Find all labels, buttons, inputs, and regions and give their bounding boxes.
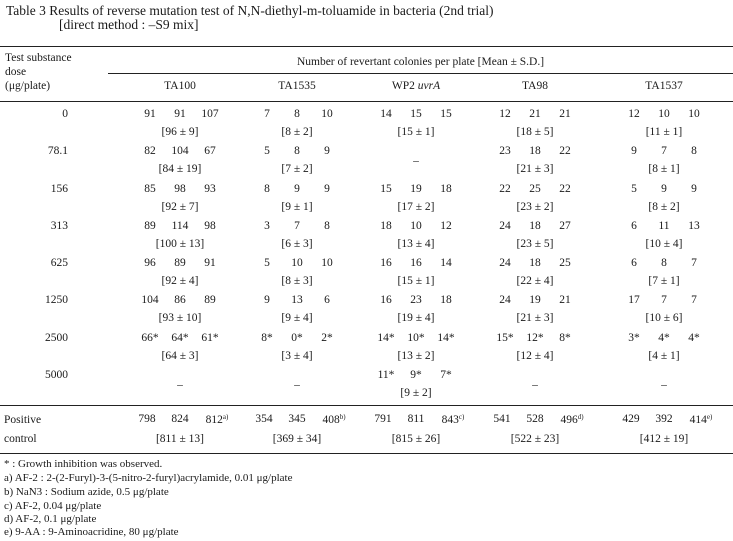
dose-value: 78.1: [47, 145, 68, 157]
plate-count: 5: [264, 145, 270, 157]
note-c: c) AF-2, 0.04 μg/plate: [4, 500, 102, 512]
plate-count: 408$^{b)}$: [322, 413, 346, 426]
table-cell-mean: [15 ± 1]: [397, 275, 435, 287]
plate-count: 9: [631, 145, 637, 157]
plate-count: 18: [380, 220, 392, 232]
table-cell-values: [490, 108, 580, 120]
plate-count: 18: [529, 145, 541, 157]
table-cell-mean: [96 ± 9]: [161, 126, 199, 138]
table-cell-values: [619, 294, 709, 306]
plate-count: 12*: [526, 332, 544, 344]
table-bottom-rule: [0, 453, 733, 454]
table-cell-values: [135, 145, 225, 157]
plate-count: 104: [171, 145, 189, 157]
table-cell-mean: [6 ± 3]: [281, 238, 313, 250]
table-cell-mean: [92 ± 7]: [161, 201, 199, 213]
plate-count: 7: [691, 257, 697, 269]
table-cell-values: [371, 220, 461, 232]
plate-count: 10: [291, 257, 303, 269]
table-cell-mean: [3 ± 4]: [281, 350, 313, 362]
plate-count: 27: [559, 220, 571, 232]
dose-value: 1250: [45, 294, 68, 306]
table-cell-values: [371, 294, 461, 306]
table-cell-mean: [9 ± 4]: [281, 312, 313, 324]
table-cell-mean: [93 ± 10]: [158, 312, 202, 324]
plate-count: 89: [144, 220, 156, 232]
plate-count: 24: [499, 220, 511, 232]
plate-count: 12: [499, 108, 511, 120]
plate-count: 10: [321, 108, 333, 120]
dose-value: 2500: [45, 332, 68, 344]
table-cell-mean: [13 ± 4]: [397, 238, 435, 250]
plate-count: 3: [264, 220, 270, 232]
plate-count: 528: [526, 413, 544, 425]
plate-count: 14*: [377, 332, 395, 344]
table-cell-values: [490, 220, 580, 232]
plate-count: 8*: [559, 332, 571, 344]
table-cell-mean: [9 ± 2]: [400, 387, 432, 399]
plate-count: 89: [174, 257, 186, 269]
plate-count: 392: [655, 413, 673, 425]
table-cell-mean: [7 ± 1]: [648, 275, 680, 287]
positive-mean: [412 ± 19]: [639, 433, 689, 445]
plate-count: 9: [324, 145, 330, 157]
note-growth-inhibition: * : Growth inhibition was observed.: [4, 458, 163, 470]
table-cell-values: [135, 108, 225, 120]
positive-values: [487, 413, 591, 426]
header-bottom-rule: [0, 101, 733, 102]
table-cell-values: [371, 332, 461, 344]
plate-count: 9*: [410, 369, 422, 381]
plate-count: 354: [255, 413, 273, 425]
plate-count: 14*: [437, 332, 455, 344]
table-cell-mean: [92 ± 4]: [161, 275, 199, 287]
plate-count: 4*: [688, 332, 700, 344]
table-cell-values: [252, 145, 342, 157]
table-cell-values: [252, 220, 342, 232]
plate-count: 7: [294, 220, 300, 232]
footnote-marker: b): [339, 413, 346, 421]
plate-count: 19: [529, 294, 541, 306]
table-cell-mean: [15 ± 1]: [397, 126, 435, 138]
table-cell-mean: [12 ± 4]: [516, 350, 554, 362]
plate-count: 23: [410, 294, 422, 306]
plate-count: 15: [410, 108, 422, 120]
positive-values: [132, 413, 236, 426]
plate-count: 9: [294, 183, 300, 195]
plate-count: 12: [440, 220, 452, 232]
header-mid-rule: [108, 73, 733, 74]
table-cell-values: [490, 294, 580, 306]
table-cell-mean: [9 ± 1]: [281, 201, 313, 213]
table-cell-dash: –: [532, 379, 538, 391]
dose-header-1: Test substance: [5, 52, 72, 64]
plate-count: 16: [380, 294, 392, 306]
table-cell-values: [135, 257, 225, 269]
plate-count: 6: [631, 257, 637, 269]
plate-count: 91: [174, 108, 186, 120]
positive-mean: [369 ± 34]: [272, 433, 322, 445]
plate-count: 86: [174, 294, 186, 306]
plate-count: 10*: [407, 332, 425, 344]
plate-count: 24: [499, 294, 511, 306]
dose-header-2: dose: [5, 66, 27, 78]
table-cell-values: [490, 183, 580, 195]
plate-count: 12: [628, 108, 640, 120]
table-cell-values: [135, 332, 225, 344]
plate-count: 85: [144, 183, 156, 195]
plate-count: 7: [661, 145, 667, 157]
plate-count: 67: [204, 145, 216, 157]
dose-value: 5000: [45, 369, 68, 381]
plate-count: 64*: [171, 332, 189, 344]
table-cell-values: [490, 332, 580, 344]
strain-header-5: TA1537: [645, 80, 683, 92]
positive-label-1: Positive: [4, 414, 42, 426]
table-cell-mean: [84 ± 19]: [158, 163, 202, 175]
table-cell-mean: [21 ± 3]: [516, 163, 554, 175]
plate-count: 429: [622, 413, 640, 425]
plate-count: 91: [204, 257, 216, 269]
table-cell-values: [371, 257, 461, 269]
plate-count: 22: [499, 183, 511, 195]
table-cell-mean: [13 ± 2]: [397, 350, 435, 362]
plate-count: 15: [380, 183, 392, 195]
plate-count: 17: [628, 294, 640, 306]
table-cell-values: [490, 257, 580, 269]
dose-value: 0: [62, 108, 68, 120]
strain-header-4: TA98: [522, 80, 548, 92]
table-cell-values: [619, 145, 709, 157]
table-cell-values: [490, 145, 580, 157]
plate-count: 8: [294, 108, 300, 120]
plate-count: 9: [691, 183, 697, 195]
table-cell-mean: [22 ± 4]: [516, 275, 554, 287]
table-cell-mean: [4 ± 1]: [648, 350, 680, 362]
note-e: e) 9-AA : 9-Aminoacridine, 80 μg/plate: [4, 526, 179, 538]
footnote-marker: c): [458, 413, 465, 421]
plate-count: 8: [661, 257, 667, 269]
table-cell-values: [371, 369, 461, 381]
table-cell-mean: [64 ± 3]: [161, 350, 199, 362]
note-b: b) NaN3 : Sodium azide, 0.5 μg/plate: [4, 486, 169, 498]
plate-count: 541: [493, 413, 511, 425]
table-cell-values: [619, 257, 709, 269]
plate-count: 21: [559, 108, 571, 120]
table-cell-values: [135, 220, 225, 232]
plate-count: 19: [410, 183, 422, 195]
plate-count: 16: [380, 257, 392, 269]
table-cell-mean: [8 ± 1]: [648, 163, 680, 175]
plate-count: 114: [171, 220, 189, 232]
strain-header-3: WP2 uvrA: [391, 80, 441, 92]
plate-count: 21: [529, 108, 541, 120]
plate-count: 23: [499, 145, 511, 157]
plate-count: 18: [440, 183, 452, 195]
plate-count: 93: [204, 183, 216, 195]
plate-count: 13: [688, 220, 700, 232]
plate-count: 15*: [496, 332, 514, 344]
positive-values: [249, 413, 353, 426]
footnote-marker: a): [222, 413, 229, 421]
plate-count: 98: [174, 183, 186, 195]
dose-value: 625: [50, 257, 68, 269]
note-a: a) AF-2 : 2-(2-Furyl)-3-(5-nitro-2-furyl)acrylamide, 0.01 μg/plate: [4, 472, 293, 484]
table-cell-mean: [18 ± 5]: [516, 126, 554, 138]
strain-header-1: TA100: [164, 80, 196, 92]
positive-values: [616, 413, 720, 426]
table-cell-values: [252, 108, 342, 120]
plate-count: 496$^{d)}$: [560, 413, 584, 426]
table-cell-mean: [8 ± 3]: [281, 275, 313, 287]
plate-count: 6: [631, 220, 637, 232]
plate-count: 10: [658, 108, 670, 120]
footnote-marker: e): [706, 413, 713, 421]
plate-count: 843$^{c)}$: [441, 413, 465, 426]
table-cell-values: [252, 294, 342, 306]
table-cell-mean: [23 ± 2]: [516, 201, 554, 213]
plate-count: 4*: [658, 332, 670, 344]
plate-count: 5: [631, 183, 637, 195]
plate-count: 824: [171, 413, 189, 425]
plate-count: 812$^{a)}$: [205, 413, 229, 426]
table-cell-values: [252, 332, 342, 344]
table-cell-mean: [11 ± 1]: [645, 126, 683, 138]
plate-count: 8: [264, 183, 270, 195]
plate-count: 7: [691, 294, 697, 306]
plate-count: 8: [324, 220, 330, 232]
plate-count: 14: [440, 257, 452, 269]
table-cell-mean: [21 ± 3]: [516, 312, 554, 324]
plate-count: 10: [688, 108, 700, 120]
plate-count: 18: [529, 220, 541, 232]
dose-value: 313: [50, 220, 68, 232]
table-cell-values: [135, 294, 225, 306]
plate-count: 345: [288, 413, 306, 425]
plate-count: 10: [410, 220, 422, 232]
plate-count: 61*: [201, 332, 219, 344]
group-header: Number of revertant colonies per plate [Mean ± S.D.]: [296, 56, 545, 68]
plate-count: 8: [294, 145, 300, 157]
table-cell-values: [135, 183, 225, 195]
table-cell-values: [252, 257, 342, 269]
plate-count: 9: [324, 183, 330, 195]
table-cell-mean: [10 ± 6]: [645, 312, 683, 324]
table-cell-values: [371, 183, 461, 195]
plate-count: 3*: [628, 332, 640, 344]
plate-count: 18: [440, 294, 452, 306]
plate-count: 16: [410, 257, 422, 269]
positive-mean: [522 ± 23]: [510, 433, 560, 445]
plate-count: 98: [204, 220, 216, 232]
positive-values: [368, 413, 472, 426]
plate-count: 7*: [440, 369, 452, 381]
table-cell-values: [619, 183, 709, 195]
plate-count: 8: [691, 145, 697, 157]
plate-count: 791: [374, 413, 392, 425]
table-cell-mean: [100 ± 13]: [155, 238, 205, 250]
footnote-marker: d): [577, 413, 584, 421]
dose-header-3: (μg/plate): [5, 80, 51, 92]
plate-count: 18: [529, 257, 541, 269]
plate-count: 91: [144, 108, 156, 120]
plate-count: 24: [499, 257, 511, 269]
dose-value: 156: [50, 183, 68, 195]
table-cell-values: [619, 108, 709, 120]
plate-count: 15: [440, 108, 452, 120]
table-cell-mean: [10 ± 4]: [645, 238, 683, 250]
plate-count: 25: [559, 257, 571, 269]
table-cell-mean: [23 ± 5]: [516, 238, 554, 250]
plate-count: 11*: [377, 369, 395, 381]
plate-count: 7: [661, 294, 667, 306]
plate-count: 11: [658, 220, 670, 232]
plate-count: 414$^{e)}$: [689, 413, 713, 426]
plate-count: 798: [138, 413, 156, 425]
plate-count: 21: [559, 294, 571, 306]
plate-count: 5: [264, 257, 270, 269]
table-cell-values: [371, 108, 461, 120]
table-cell-mean: [8 ± 2]: [648, 201, 680, 213]
top-rule: [0, 46, 733, 47]
plate-count: 811: [407, 413, 425, 425]
plate-count: 2*: [321, 332, 333, 344]
table-cell-values: [252, 183, 342, 195]
plate-count: 8*: [261, 332, 273, 344]
table-cell-dash: –: [294, 379, 300, 391]
table-title: Table 3 Results of reverse mutation test of N,N-diethyl-m-toluamide in bacteria (2nd trial): [6, 3, 494, 18]
plate-count: 10: [321, 257, 333, 269]
plate-count: 22: [559, 145, 571, 157]
positive-label-2: control: [4, 433, 37, 445]
plate-count: 13: [291, 294, 303, 306]
strain-header-2: TA1535: [278, 80, 316, 92]
plate-count: 82: [144, 145, 156, 157]
plate-count: 107: [201, 108, 219, 120]
plate-count: 9: [264, 294, 270, 306]
plate-count: 104: [141, 294, 159, 306]
table-cell-mean: [17 ± 2]: [397, 201, 435, 213]
table-cell-dash: –: [413, 155, 419, 167]
plate-count: 6: [324, 294, 330, 306]
plate-count: 96: [144, 257, 156, 269]
table-cell-dash: –: [661, 379, 667, 391]
positive-top-rule: [0, 405, 733, 406]
plate-count: 14: [380, 108, 392, 120]
positive-mean: [811 ± 13]: [155, 433, 205, 445]
table-cell-values: [619, 220, 709, 232]
note-d: d) AF-2, 0.1 μg/plate: [4, 513, 97, 525]
plate-count: 9: [661, 183, 667, 195]
plate-count: 66*: [141, 332, 159, 344]
table-cell-mean: [8 ± 2]: [281, 126, 313, 138]
plate-count: 22: [559, 183, 571, 195]
table-subtitle: [direct method : –S9 mix]: [59, 17, 199, 32]
plate-count: 89: [204, 294, 216, 306]
plate-count: 25: [529, 183, 541, 195]
table-cell-values: [619, 332, 709, 344]
positive-mean: [815 ± 26]: [391, 433, 441, 445]
table-cell-mean: [7 ± 2]: [281, 163, 313, 175]
plate-count: 0*: [291, 332, 303, 344]
table-cell-dash: –: [177, 379, 183, 391]
plate-count: 7: [264, 108, 270, 120]
table-cell-mean: [19 ± 4]: [397, 312, 435, 324]
